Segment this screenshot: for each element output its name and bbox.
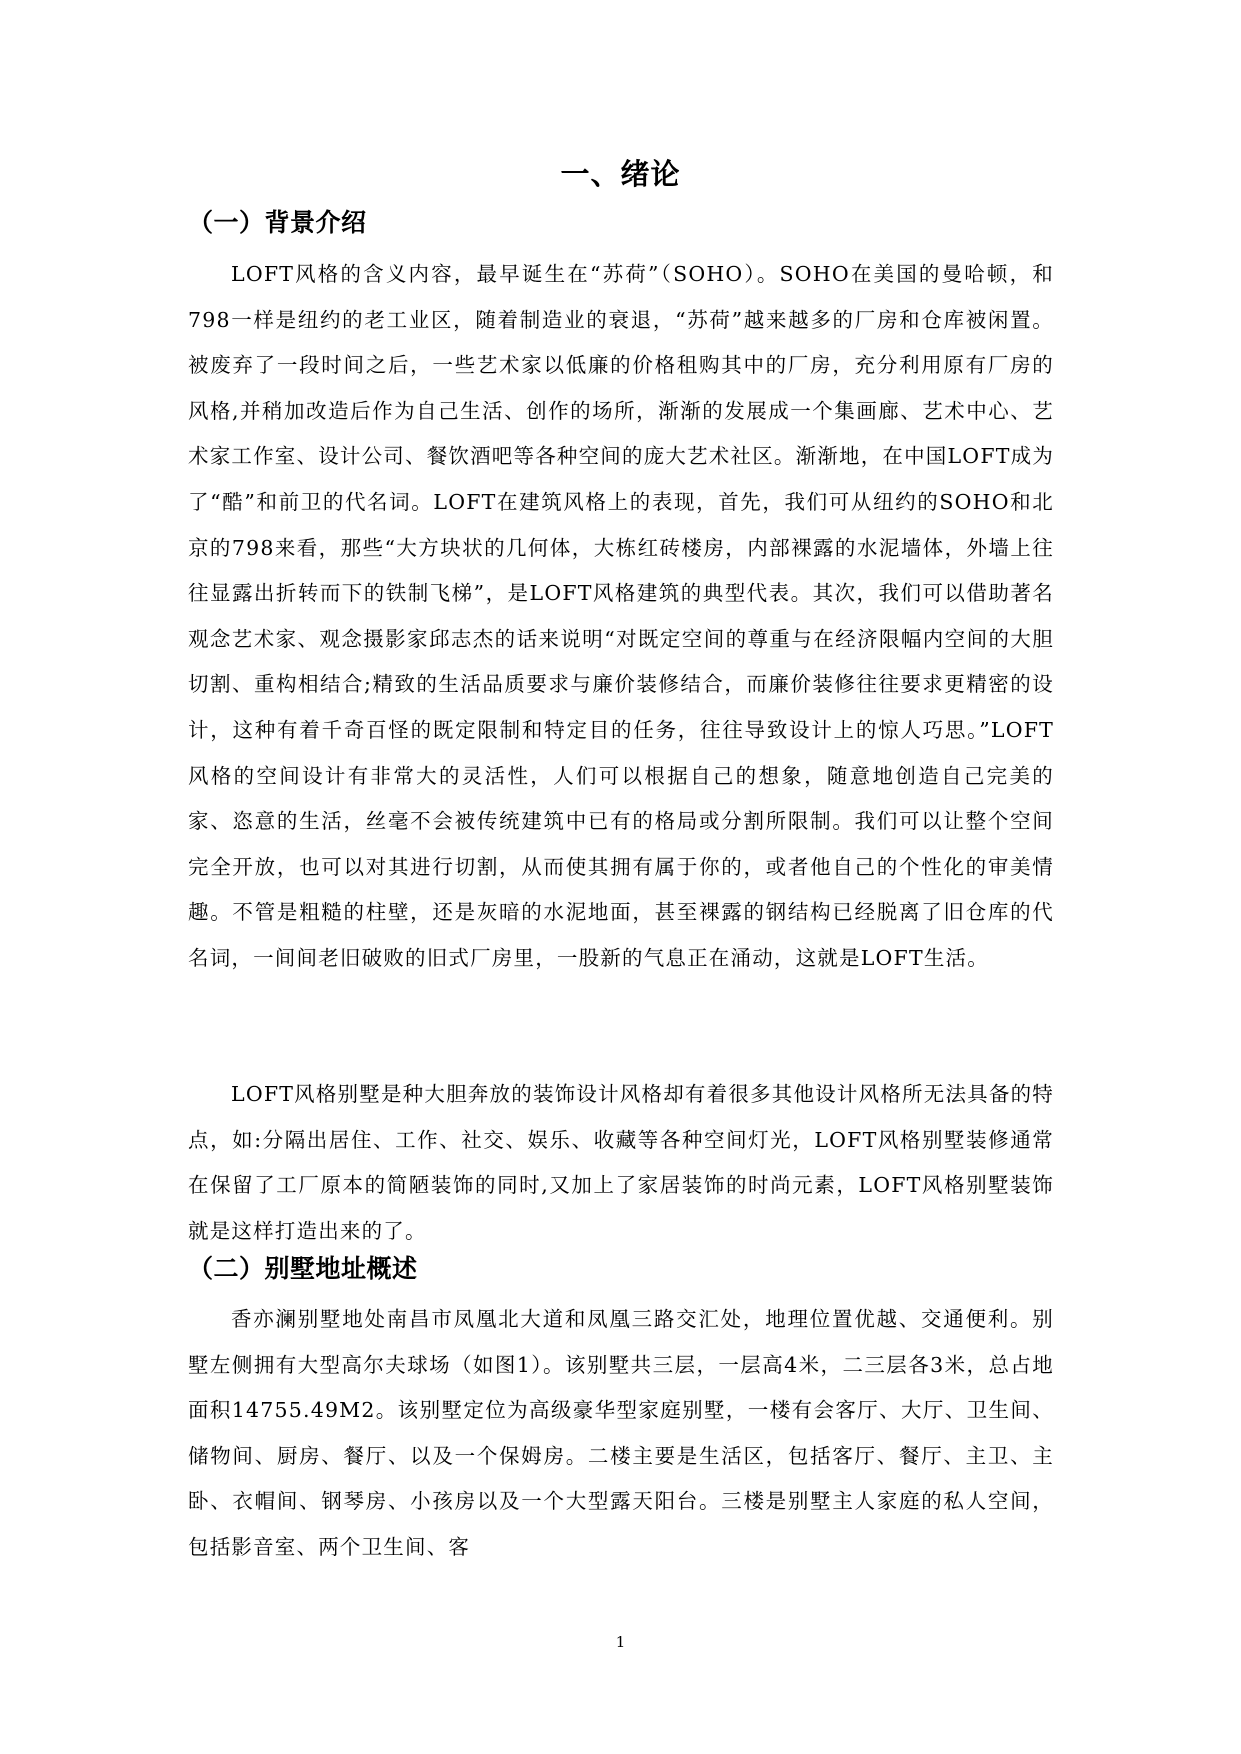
paragraph-loft-villa-style: LOFT风格别墅是种大胆奔放的装饰设计风格却有着很多其他设计风格所无法具备的特点，如:分隔出居住、工作、社交、娱乐、收藏等各种空间灯光，LOFT风格别墅装修通常在保留了工厂原本的简陋装饰的同时,又加上了家居装饰的时尚元素，LOFT风格别墅装饰就是这样打造出来的了。	[188, 1082, 1054, 1243]
section-heading-villa-location: （二）别墅地址概述	[188, 1254, 418, 1283]
page-number: 1	[615, 1633, 626, 1651]
section-heading-background: （一）背景介绍	[188, 208, 367, 237]
paragraph-villa-overview: 香亦澜别墅地处南昌市凤凰北大道和凤凰三路交汇处，地理位置优越、交通便利。别墅左侧拥有大型高尔夫球场（如图1）。该别墅共三层，一层高4米，二三层各3米，总占地面积14755.49M2。该别墅定位为高级豪华型家庭别墅，一楼有会客厅、大厅、卫生间、储物间、厨房、餐厅、以及一个保姆房。二楼主要是生活区，包括客厅、餐厅、主卫、主卧、衣帽间、钢琴房、小孩房以及一个大型露天阳台。三楼是别墅主人家庭的私人空间，包括影音室、两个卫生间、客	[188, 1307, 1054, 1559]
chapter-title: 一、绪论	[560, 157, 681, 191]
paragraph-loft-origin: LOFT风格的含义内容，最早诞生在“苏荷”（SOHO）。SOHO在美国的曼哈顿，和798一样是纽约的老工业区，随着制造业的衰退，“苏荷”越来越多的厂房和仓库被闲置。被废弃了一段时间之后，一些艺术家以低廉的价格租购其中的厂房，充分利用原有厂房的风格,并稍加改造后作为自己生活、创作的场所，渐渐的发展成一个集画廊、艺术中心、艺术家工作室、设计公司、餐饮酒吧等各种空间的庞大艺术社区。渐渐地，在中国LOFT成为了“酷”和前卫的代名词。LOFT在建筑风格上的表现，首先，我们可从纽约的SOHO和北京的798来看，那些“大方块状的几何体，大栋红砖楼房，内部裸露的水泥墙体，外墙上往往显露出折转而下的铁制飞梯”，是LOFT风格建筑的典型代表。其次，我们可以借助著名观念艺术家、观念摄影家邱志杰的话来说明“对既定空间的尊重与在经济限幅内空间的大胆切割、重构相结合;精致的生活品质要求与廉价装修结合，而廉价装修往往要求更精密的设计，这种有着千奇百怪的既定限制和特定目的任务，往往导致设计上的惊人巧思。”LOFT风格的空间设计有非常大的灵活性，人们可以根据自己的想象，随意地创造自己完美的家、恣意的生活，丝毫不会被传统建筑中已有的格局或分割所限制。我们可以让整个空间完全开放，也可以对其进行切割，从而使其拥有属于你的，或者他自己的个性化的审美情趣。不管是粗糙的柱壁，还是灰暗的水泥地面，甚至裸露的钢结构已经脱离了旧仓库的代名词，一间间老旧破败的旧式厂房里，一股新的气息正在涌动，这就是LOFT生活。	[188, 262, 1055, 970]
